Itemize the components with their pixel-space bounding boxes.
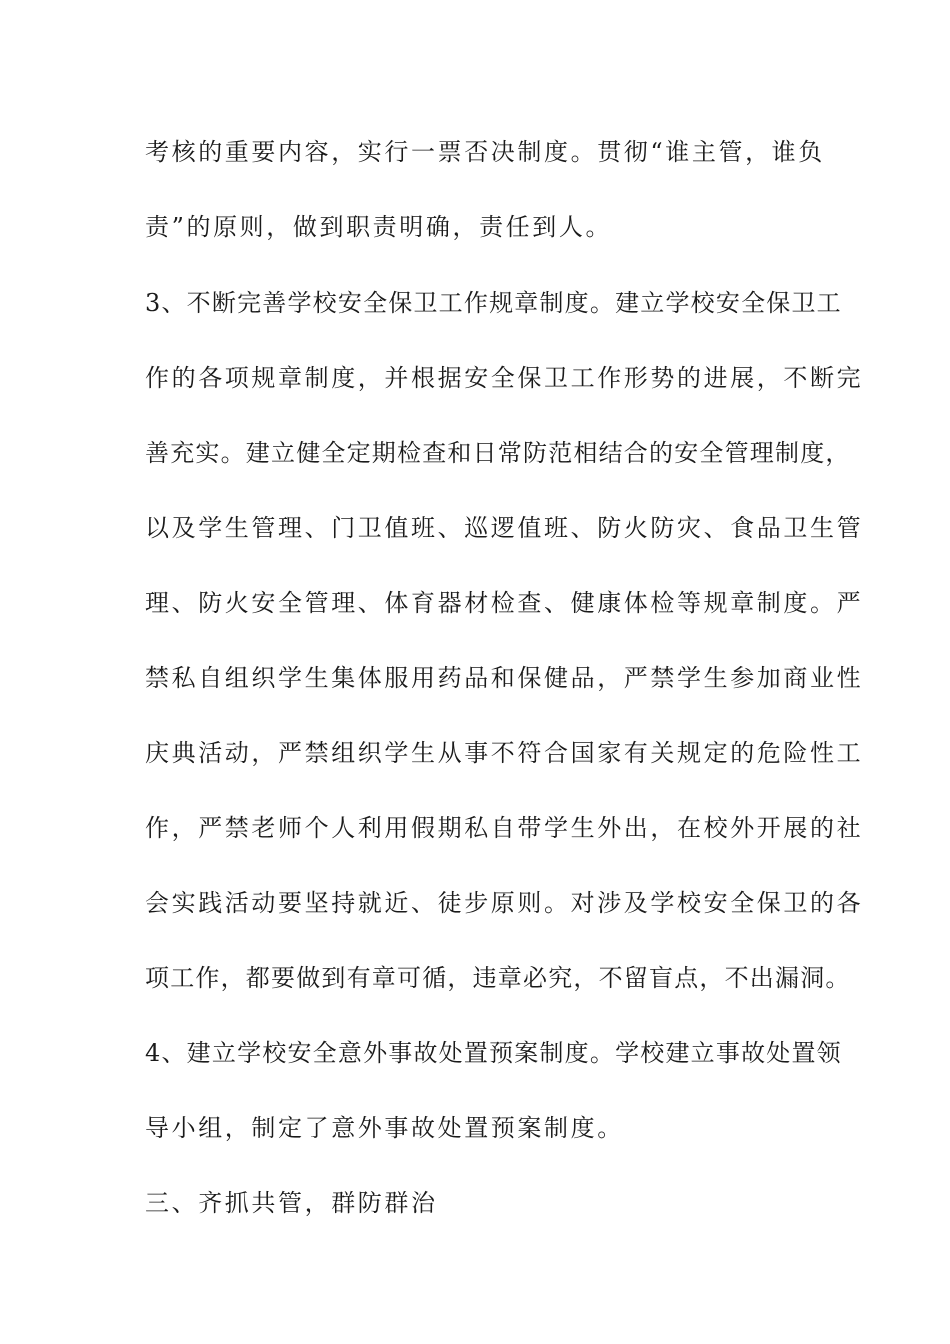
text-line-9: 庆典活动，严禁组织学生从事不符合国家有关规定的危险性工 <box>145 739 864 767</box>
text-line-6: 以及学生管理、门卫值班、巡逻值班、防火防灾、食品卫生管 <box>145 514 864 542</box>
text-line-13: 4、建立学校安全意外事故处置预案制度。学校建立事故处置领 <box>145 1039 842 1067</box>
text-line-8: 禁私自组织学生集体服用药品和保健品，严禁学生参加商业性 <box>145 664 864 692</box>
text-line-11: 会实践活动要坚持就近、徒步原则。对涉及学校安全保卫的各 <box>145 889 864 917</box>
section-heading: 三、齐抓共管，群防群治 <box>145 1189 438 1217</box>
text-line-1: 考核的重要内容，实行一票否决制度。贯彻“谁主管，谁负 <box>145 138 825 166</box>
text-line-3: 3、不断完善学校安全保卫工作规章制度。建立学校安全保卫工 <box>145 289 842 317</box>
text-line-5: 善充实。建立健全定期检查和日常防范相结合的安全管理制度， <box>145 439 851 467</box>
text-line-2: 责”的原则，做到职责明确，责任到人。 <box>145 213 613 241</box>
text-line-7: 理、防火安全管理、体育器材检查、健康体检等规章制度。严 <box>145 589 864 617</box>
text-line-14: 导小组，制定了意外事故处置预案制度。 <box>145 1114 624 1142</box>
text-line-10: 作，严禁老师个人利用假期私自带学生外出，在校外开展的社 <box>145 814 864 842</box>
text-line-4: 作的各项规章制度，并根据安全保卫工作形势的进展，不断完 <box>145 364 864 392</box>
text-line-12: 项工作，都要做到有章可循，违章必究，不留盲点，不出漏洞。 <box>145 964 851 992</box>
